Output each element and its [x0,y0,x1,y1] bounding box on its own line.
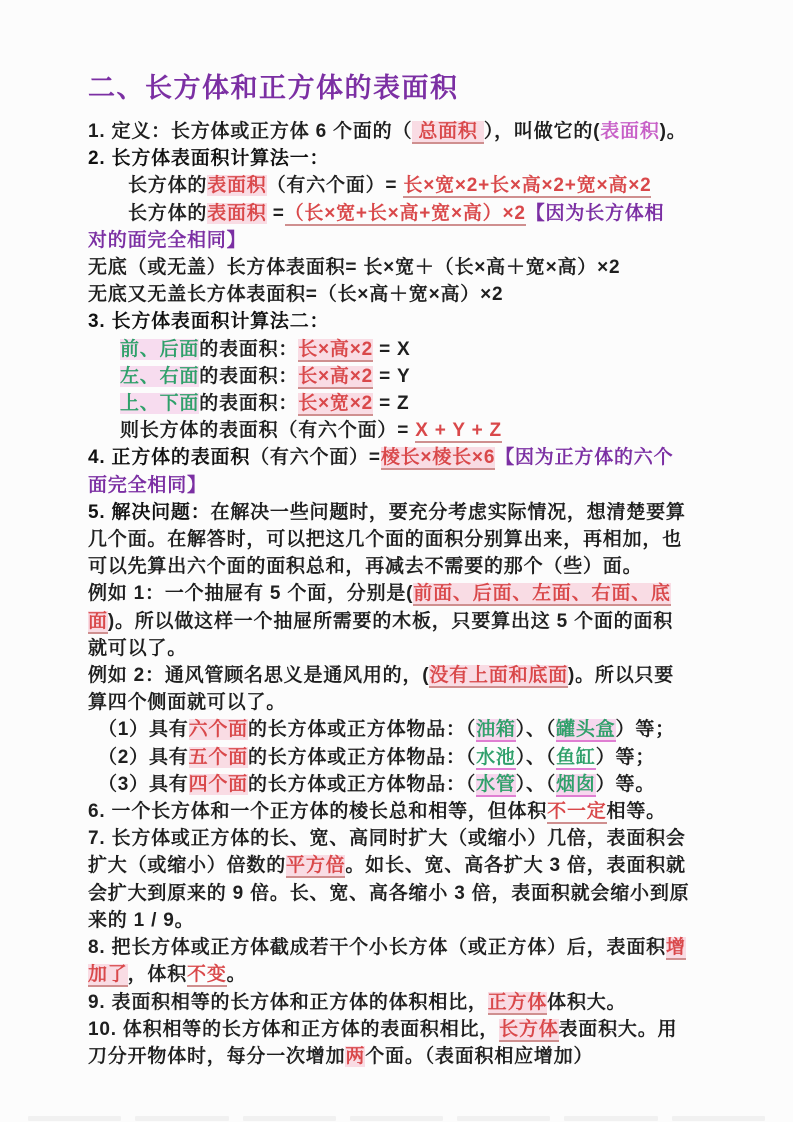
text-segment: 前面、后面、左面、右面、底 [413,583,671,605]
text-segment: 8. 把长方体或正方体截成若干个小长方体（或正方体）后，表面积 [88,937,666,959]
preview-dash [564,1116,657,1121]
text-line [88,336,723,363]
document-body [88,118,723,1070]
text-segment: = Z [372,393,410,415]
text-line [88,798,723,825]
text-segment: = X [372,338,411,360]
text-line [88,254,723,281]
text-segment: 总面积 [412,121,484,142]
text-segment: ）、（ [515,719,557,741]
text-segment: ）、（ [515,746,557,768]
text-segment: 五个面 [188,746,248,768]
text-segment: 两 [345,1045,366,1067]
text-segment: 的表面积： [199,365,299,387]
text-line [88,744,723,771]
text-segment: = [266,202,285,224]
text-segment: （有六个面）= [250,447,381,469]
text-line [88,553,723,580]
text-segment: 算四个侧面就可以了。 [88,692,287,714]
text-segment: 面完全相同】 [88,474,207,496]
text-segment: 10. 体积相等的长方体和正方体的表面积相比， [88,1018,500,1040]
text-segment: 加了 [88,964,128,986]
text-line [88,308,723,335]
text-line [88,852,723,879]
text-segment: 水管 [476,773,516,795]
text-segment: 无底（或无盖）长方体表面积= 长×宽＋（长×高＋宽×高）×2 [88,257,621,279]
text-segment: 长×高×2 [298,338,373,360]
text-segment: ）、（ [515,773,557,795]
text-segment: 的长方体或正方体物品：（ [247,719,477,741]
text-segment: 【因为正方体的六个 [495,447,674,469]
text-segment: 表面积大。用 [558,1018,678,1040]
text-segment: 上、下面 [120,393,200,415]
text-line [88,989,723,1016]
text-line [88,145,723,172]
text-segment: （1）具有 [98,719,189,741]
text-segment: 长方体的 [128,202,208,224]
text-segment: 1. 定义：长方体或正方体 6 个面的（ [88,121,413,142]
text-segment: 来的 1 / 9。 [88,909,195,931]
preview-dash [243,1116,336,1121]
text-line [88,907,723,934]
text-segment: 。 [226,964,247,986]
text-segment: ，体积 [127,964,188,986]
text-line [88,716,723,743]
text-segment: 扩大（或缩小）倍数的 [88,855,287,877]
text-segment: )。所以做这样一个抽屉所需要的木板，只要算出这 5 个面的面积 [107,610,674,632]
text-segment: 3. 长方体表面积计算法二： [88,311,330,333]
text-line [88,689,723,716]
text-line [88,363,723,390]
text-segment: 长×宽×2+长×高×2+宽×高×2 [403,175,652,197]
next-page-preview-dashes [28,1116,765,1121]
text-line [88,662,723,689]
text-segment: 平方倍 [286,855,346,877]
text-segment: ）等； [595,746,656,768]
text-segment: （有六个面）= [266,175,404,197]
text-line [88,635,723,662]
text-segment: 的长方体或正方体物品：（ [247,746,477,768]
text-segment: 不变 [187,964,227,986]
text-segment: （长×宽+长×高+宽×高）×2 [284,202,526,224]
text-segment: 的表面积： [199,338,299,360]
text-segment: 几个面。在解答时，可以把这几个面的面积分别算出来，再相加，也 [88,529,683,551]
text-segment: 正方体 [487,991,548,1013]
text-segment: 7. 长方体或正方体的长、宽、高同时扩大（或缩小）几倍，表面积会 [88,828,686,850]
text-line [88,499,723,526]
text-segment: 表面积 [600,121,660,142]
text-segment: 6. 一个长方体和一个正方体的棱长总和相等，但体积 [88,801,548,823]
text-segment: 增 [665,937,686,959]
text-segment: 没有上面和底面 [429,665,568,687]
text-segment: 四个面 [188,773,248,795]
preview-dash [457,1116,550,1121]
text-segment: 水池 [476,746,516,768]
text-segment: 可以先算出六个面的面积总和，再减去不需要的那个（些）面。 [88,556,643,578]
text-line [88,934,723,961]
preview-dash [28,1116,121,1121]
text-segment: 长×高×2 [298,365,373,387]
text-segment: 就可以了。 [88,637,188,659]
text-segment: 5. 解决问题： [88,501,211,523]
text-segment: 的长方体或正方体物品：（ [247,773,477,795]
text-segment: 不一定 [547,801,607,823]
text-segment: （3）具有 [98,773,189,795]
text-line [88,227,723,254]
text-line [88,580,723,607]
text-line [88,118,723,145]
text-segment: 。如长、宽、高各扩大 3 倍，表面积就 [345,855,686,877]
text-line [88,1043,723,1070]
text-segment: 烟囱 [556,773,596,795]
text-segment: ），叫做它的( [483,121,601,142]
text-segment: 长方体的 [128,175,208,197]
text-line [88,417,723,444]
text-segment: 例如 1：一个抽屉有 5 个面，分别是( [88,583,414,605]
text-segment: X + Y + Z [415,420,502,442]
text-line [88,1016,723,1043]
text-segment: )。所以只要 [567,665,675,687]
text-segment: 棱长×棱长×6 [380,447,496,469]
text-segment: 会扩大到原来的 9 倍。长、宽、高各缩小 3 倍，表面积就会缩小到原 [88,882,690,904]
preview-dash [672,1116,765,1121]
text-segment: 长方体 [499,1018,559,1040]
preview-dash [135,1116,228,1121]
text-segment: 的表面积： [199,393,299,415]
text-segment: 面 [88,610,108,632]
text-segment: 例如 2：通风管顾名思义是通风用的，( [88,665,430,687]
text-segment: 【因为长方体相 [525,202,665,224]
text-line [88,472,723,499]
text-segment: )。 [659,121,687,142]
text-segment: 2. 长方体表面积计算法一： [88,148,330,170]
text-segment: 对的面完全相同】 [88,229,247,251]
text-segment: 罐头盒 [556,719,616,741]
text-line [88,281,723,308]
text-segment: （2）具有 [98,746,189,768]
text-segment: 无底又无盖长方体表面积=（长×高＋宽×高）×2 [88,284,504,306]
text-line [88,825,723,852]
text-line [88,390,723,417]
text-segment: 则长方体的表面积（有六个面）= [120,420,416,442]
text-segment: 油箱 [476,719,516,741]
text-segment: 在解决一些问题时，要充分考虑实际情况，想清楚要算 [210,501,686,523]
text-segment: 刀分开物体时，每分一次增加 [88,1045,346,1067]
page-title: 二、长方体和正方体的表面积 [88,73,459,103]
text-line [88,771,723,798]
text-segment: 表面积 [207,175,267,197]
text-segment: 鱼缸 [556,746,596,768]
text-segment: 六个面 [188,719,248,741]
text-segment: 个面。（表面积相应增加） [365,1045,594,1067]
text-line [88,880,723,907]
text-segment: 左、右面 [120,365,200,387]
text-line [88,526,723,553]
text-segment: 体积大。 [547,991,627,1013]
text-segment: 9. 表面积相等的长方体和正方体的体积相比， [88,991,488,1013]
text-line [88,172,723,199]
preview-dash [350,1116,443,1121]
text-segment: ）等。 [595,773,656,795]
text-line [88,961,723,988]
text-segment: 相等。 [606,801,666,823]
text-line [88,200,723,227]
text-line [88,608,723,635]
text-segment: ）等； [615,719,675,741]
text-segment: = Y [372,365,411,387]
text-line [88,444,723,471]
text-segment: 长×宽×2 [298,393,373,415]
text-segment: 4. 正方体的表面积 [88,447,251,469]
text-segment: 表面积 [207,202,267,224]
text-segment: 前、后面 [120,338,200,360]
